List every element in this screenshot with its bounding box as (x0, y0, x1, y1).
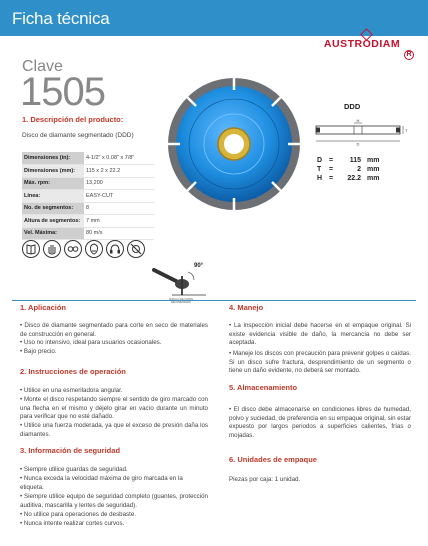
list-item: • Nunca intente realizar cortes curvos. (20, 520, 125, 527)
table-row (22, 177, 154, 190)
profile-dimensions (317, 156, 379, 183)
list-item: • Utilice en una esmeriladora angular. (20, 387, 123, 394)
angle-caption: RECOMENDADO (170, 301, 191, 304)
spec-value: 80 m/s (84, 227, 154, 240)
list-item: • Uso no intensivo, ideal para usuarios ocasionales. (20, 339, 162, 346)
section-heading-empaque: 6. Unidades de empaque (229, 455, 317, 464)
dim-unit: mm (367, 175, 380, 182)
section-heading-seguridad: 3. Información de seguridad (20, 446, 121, 455)
section-heading-aplicacion: 1. Aplicación (20, 303, 66, 312)
dim-row (317, 165, 379, 174)
section-divider (12, 300, 416, 301)
spec-value: 13,200 (84, 177, 154, 190)
manual-icon (22, 240, 40, 258)
spec-key: No. de segmentos: (22, 202, 84, 215)
profile-title: DDD (344, 102, 361, 111)
dim-value: 115 (349, 157, 361, 164)
list-item: • Siempre utilice equipo de seguridad completo (guantes, protección auditiva, mascarilla y lentes de seguridad). (20, 493, 208, 509)
table-row (22, 215, 154, 228)
table-row (22, 227, 154, 240)
dim-eq: = (329, 166, 334, 173)
dim-unit: mm (367, 166, 380, 173)
list-item: • Nunca exceda la velocidad máxima de giro marcada en la etiqueta. (20, 475, 183, 491)
section-heading-instrucciones: 2. Instrucciones de operación (20, 367, 126, 376)
right-column (229, 304, 411, 504)
list-item: • Monte el disco respetando siempre el sentido de giro marcado con una flecha en el mismo y déjelo girar en vacío durante un minuto para verificar que no esté dañado. (20, 396, 208, 421)
clave-label: Clave (22, 58, 63, 75)
mask-icon (85, 240, 103, 258)
dim-eq: = (329, 175, 334, 182)
goggles-icon (64, 240, 82, 258)
spec-key: Vel. Máxima: (22, 227, 84, 240)
clave-code: 1505 (20, 70, 105, 114)
list-item: • La inspección inicial debe hacerse en el empaque original. Si existe evidencia visible de daño, la mercancía no debe ser aceptada. (229, 322, 411, 347)
list-item: • No utilice para operaciones de desbaste. (20, 511, 137, 518)
spec-key: Altura de segmentos: (22, 215, 84, 228)
list-item: • Maneje los discos con precaución para prevenir golpes o caídas. Si un disco sufre fractura, desprendimiento de un segmento o tiene un daño evidente, no deberá ser montado. (229, 350, 411, 375)
section-heading-almacenamiento: 5. Almacenamiento (229, 383, 298, 392)
table-row (22, 165, 154, 178)
section-heading-manejo: 4. Manejo (229, 303, 264, 312)
table-row (22, 152, 154, 165)
diamond-blade-image (166, 76, 302, 212)
spec-key: Línea: (22, 190, 84, 203)
description-text: Disco de diamante segmentado (DDD) (22, 132, 134, 139)
spec-table (22, 152, 154, 240)
spec-value: 8 (84, 202, 154, 215)
ear-protection-icon (106, 240, 124, 258)
profile-label-d: D (356, 141, 360, 147)
spec-value: 7 mm (84, 215, 154, 228)
page-title: Ficha técnica (12, 9, 110, 28)
list-item: • Bajo precio. (20, 348, 57, 355)
description-heading: 1. Descripción del producto: (22, 115, 124, 124)
dim-eq: = (329, 157, 334, 164)
dim-unit: mm (367, 157, 380, 164)
spec-key: Dimensiones (in): (22, 152, 84, 165)
list-item: • El disco debe almacenarse en condiciones libres de humedad, polvo y suciedad, de preferencia en su empaque original, sin estar expuesto por largos periodos a superficies calientes, frías o mojadas. (229, 406, 411, 439)
list-item: • Utilice una fuerza moderada, ya que el exceso de presión daña los diamantes. (20, 422, 208, 438)
spec-value: EASY-CUT (84, 190, 154, 203)
dim-row (317, 156, 379, 165)
dim-key: H (317, 175, 323, 182)
registered-mark: R (404, 50, 414, 60)
spec-value: 4-1/2" x 0.08" x 7/8" (84, 152, 154, 165)
packaging-text: Piezas por caja: 1 unidad. (229, 476, 301, 483)
table-row (22, 202, 154, 215)
no-damaged-disc-icon (127, 240, 145, 258)
left-column (20, 304, 208, 544)
hand-glove-icon (43, 240, 61, 258)
angle-label: 90° (194, 263, 204, 269)
brand-logo (306, 30, 418, 62)
list-item: • Disco de diamante segmentado para corte en seco de materiales de construcción en general. (20, 322, 208, 338)
grinder-angle-diagram (152, 262, 208, 304)
spec-key: Dimensiones (mm): (22, 165, 84, 178)
dim-row (317, 174, 379, 183)
spec-key: Máx. rpm: (22, 177, 84, 190)
dim-key: D (317, 157, 323, 164)
dim-value: 2 (357, 166, 361, 173)
safety-icons (22, 240, 145, 258)
dim-key: T (317, 166, 322, 173)
profile-label-t: T (405, 128, 408, 133)
spec-value: 115 x 2 x 22.2 (84, 165, 154, 178)
table-row (22, 190, 154, 203)
profile-label-h: H (356, 118, 360, 123)
list-item: • Siempre utilice guardas de seguridad. (20, 466, 128, 473)
brand-name: AUSTRODIAM (323, 38, 401, 50)
dim-value: 22.2 (347, 175, 361, 182)
blade-profile-diagram (310, 116, 406, 146)
